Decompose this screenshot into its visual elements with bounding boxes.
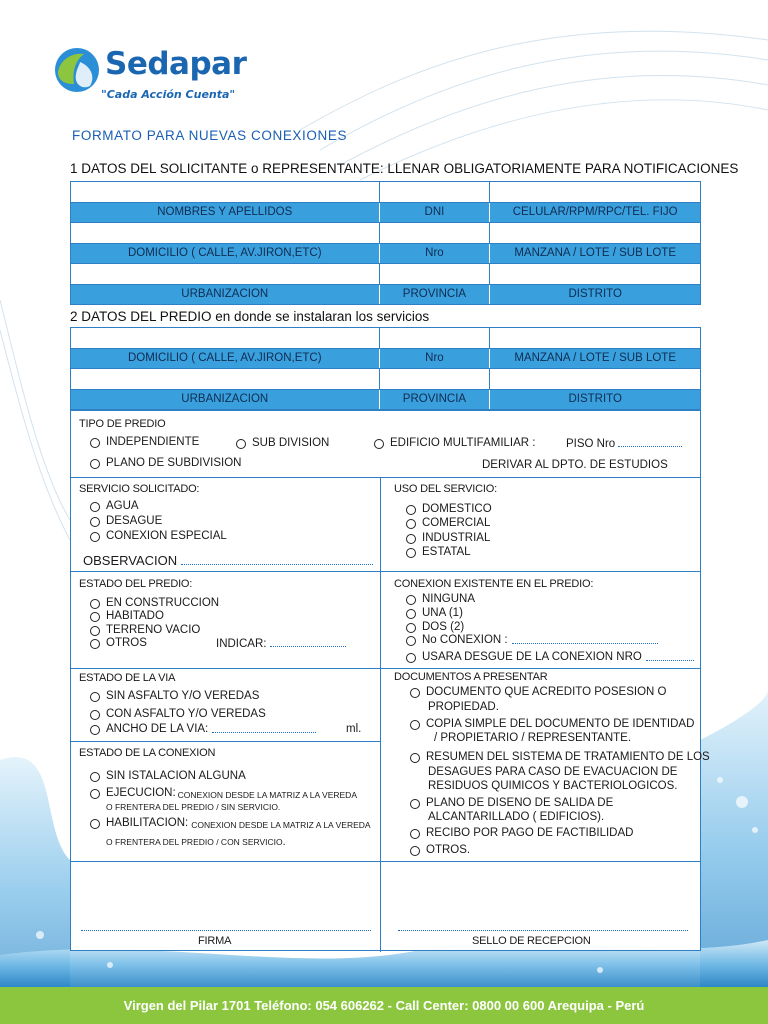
check-recibo-pago[interactable]: RECIBO POR PAGO DE FACTIBILIDAD (410, 827, 633, 841)
radio-circle-icon (90, 502, 100, 512)
form-title: FORMATO PARA NUEVAS CONEXIONES (72, 128, 348, 143)
radio-circle-icon (406, 609, 416, 619)
radio-circle-icon (90, 612, 100, 622)
radio-circle-icon (90, 532, 100, 542)
radio-circle-icon (90, 639, 100, 649)
header-manzana: MANZANA / LOTE / SUB LOTE (514, 352, 677, 365)
radio-circle-icon (374, 439, 384, 449)
radio-circle-icon (90, 438, 100, 448)
radio-ancho-via[interactable]: ANCHO DE LA VIA: (90, 723, 316, 737)
section1-table (70, 181, 701, 305)
header-manzana: MANZANA / LOTE / SUB LOTE (514, 247, 677, 260)
radio-circle-icon (406, 505, 416, 515)
header-distrito: DISTRITO (568, 393, 622, 406)
section2-input-row[interactable] (71, 328, 700, 349)
radio-dos[interactable]: DOS (2) (406, 621, 464, 635)
header-distrito: DISTRITO (568, 288, 622, 301)
brand-name: Sedapar (105, 46, 247, 82)
radio-en-construccion[interactable]: EN CONSTRUCCION (90, 597, 219, 611)
radio-no-conexion[interactable]: No CONEXION : (406, 634, 658, 648)
radio-con-asfalto[interactable]: CON ASFALTO Y/O VEREDAS (90, 708, 266, 722)
radio-conexion-especial[interactable]: CONEXION ESPECIAL (90, 530, 227, 544)
footer-contact: Virgen del Pilar 1701 Teléfono: 054 606262 - Call Center: 0800 00 600 Arequipa - Perú (0, 987, 768, 1024)
radio-habilitacion[interactable]: HABILITACION: CONEXION DESDE LA MATRIZ A LA VEREDA (90, 817, 371, 833)
header-urbanizacion: URBANIZACION (71, 285, 380, 305)
radio-estatal[interactable]: ESTATAL (406, 546, 471, 560)
radio-edificio-multifamiliar[interactable]: EDIFICIO MULTIFAMILIAR : (374, 437, 535, 451)
check-resumen-tratamiento[interactable]: RESUMEN DEL SISTEMA DE TRATAMIENTO DE LOS (410, 751, 710, 765)
header-nombres: NOMBRES Y APELLIDOS (71, 203, 380, 223)
radio-sub-division[interactable]: SUB DIVISION (236, 437, 329, 451)
radio-circle-icon (410, 829, 420, 839)
radio-usara-desague[interactable]: USARA DESGUE DE LA CONEXION NRO (406, 651, 694, 665)
radio-plano-subdivision[interactable]: PLANO DE SUBDIVISION (90, 457, 241, 471)
radio-circle-icon (410, 720, 420, 730)
radio-ninguna[interactable]: NINGUNA (406, 593, 475, 607)
firma-label: FIRMA (198, 935, 232, 947)
ancho-unit: ml. (346, 723, 362, 735)
radio-una[interactable]: UNA (1) (406, 607, 463, 621)
observacion-label: OBSERVACION (83, 553, 373, 568)
ejecucion-desc: O FRENTERA DEL PREDIO / SIN SERVICIO. (106, 802, 281, 812)
derivar-note: DERIVAR AL DPTO. DE ESTUDIOS (482, 459, 668, 471)
radio-independiente[interactable]: INDEPENDIENTE (90, 436, 199, 450)
documentos-title: DOCUMENTOS A PRESENTAR (394, 671, 548, 683)
doc4-line2: ALCANTARILLADO ( EDIFICIOS). (428, 811, 605, 823)
section2-title: 2 DATOS DEL PREDIO en donde se instalaran los servicios (70, 309, 430, 324)
radio-circle-icon (406, 623, 416, 633)
section1-header-row (71, 203, 700, 224)
header-domicilio: DOMICILIO ( CALLE, AV.JIRON,ETC) (71, 244, 380, 264)
section1-title: 1 DATOS DEL SOLICITANTE o REPRESENTANTE: LLENAR OBLIGATORIAMENTE PARA NOTIFICACIONES (70, 161, 739, 176)
estado-conexion-title: ESTADO DE LA CONEXION (79, 747, 216, 759)
no-conexion-field[interactable] (512, 634, 658, 644)
section1-header-row (71, 244, 700, 265)
section2-header-row (71, 349, 700, 370)
radio-circle-icon (410, 799, 420, 809)
sello-label: SELLO DE RECEPCION (472, 935, 591, 947)
estado-predio-title: ESTADO DEL PREDIO: (79, 578, 193, 590)
check-otros[interactable]: OTROS. (410, 844, 470, 858)
radio-comercial[interactable]: COMERCIAL (406, 517, 490, 531)
doc2-line2: / PROPIETARIO / REPRESENTANTE. (434, 732, 632, 744)
radio-circle-icon (90, 772, 100, 782)
radio-circle-icon (406, 653, 416, 663)
conexion-existente-title: CONEXION EXISTENTE EN EL PREDIO: (394, 578, 594, 590)
observacion-field[interactable] (181, 555, 373, 565)
radio-circle-icon (410, 846, 420, 856)
radio-circle-icon (236, 439, 246, 449)
uso-title: USO DEL SERVICIO: (394, 483, 497, 495)
radio-habitado[interactable]: HABITADO (90, 610, 164, 624)
section1-header-row (71, 285, 700, 306)
header-urbanizacion: URBANIZACION (71, 390, 380, 410)
check-documento-posesion[interactable]: DOCUMENTO QUE ACREDITO POSESION O (410, 686, 666, 700)
piso-nro-field[interactable] (618, 437, 682, 447)
radio-desague[interactable]: DESAGUE (90, 515, 162, 529)
radio-sin-instalacion[interactable]: SIN ISTALACION ALGUNA (90, 770, 246, 784)
radio-circle-icon (406, 519, 416, 529)
section2-table (70, 327, 701, 410)
brand-slogan: "Cada Acción Cuenta" (101, 88, 236, 101)
radio-circle-icon (90, 626, 100, 636)
tipo-predio-title: TIPO DE PREDIO (79, 418, 166, 430)
radio-circle-icon (90, 789, 100, 799)
section2-header-row (71, 390, 700, 411)
firma-line[interactable] (81, 921, 371, 931)
ancho-via-field[interactable] (212, 723, 316, 733)
estado-via-title: ESTADO DE LA VIA (79, 672, 176, 684)
radio-circle-icon (406, 548, 416, 558)
radio-circle-icon (406, 534, 416, 544)
indicar-label: INDICAR: (216, 637, 346, 650)
radio-circle-icon (90, 819, 100, 829)
radio-circle-icon (90, 599, 100, 609)
radio-agua[interactable]: AGUA (90, 500, 139, 514)
section1-input-row[interactable] (71, 223, 700, 244)
doc1-line2: PROPIEDAD. (428, 701, 499, 713)
details-panel (70, 410, 710, 951)
header-provincia: PROVINCIA (380, 285, 491, 305)
radio-circle-icon (90, 710, 100, 720)
doc3-line3: RESIDUOS QUIMICOS Y BACTERIOLOGICOS. (428, 780, 678, 792)
sello-line[interactable] (398, 921, 688, 931)
section2-input-row[interactable] (71, 369, 700, 390)
servicio-title: SERVICIO SOLICITADO: (79, 483, 200, 495)
radio-circle-icon (90, 692, 100, 702)
check-plano-diseno[interactable]: PLANO DE DISENO DE SALIDA DE (410, 797, 613, 811)
check-copia-documento[interactable]: COPIA SIMPLE DEL DOCUMENTO DE IDENTIDAD (410, 718, 694, 732)
radio-domestico[interactable]: DOMESTICO (406, 503, 492, 517)
header-dni: DNI (380, 203, 491, 223)
radio-industrial[interactable]: INDUSTRIAL (406, 532, 490, 546)
section1-input-row[interactable] (71, 264, 700, 285)
header-celular: CELULAR/RPM/RPC/TEL. FIJO (512, 206, 678, 219)
radio-otros[interactable]: OTROS (90, 637, 147, 651)
conexion-nro-field[interactable] (646, 651, 694, 661)
radio-circle-icon (410, 753, 420, 763)
radio-circle-icon (410, 688, 420, 698)
radio-circle-icon (90, 725, 100, 735)
radio-circle-icon (90, 517, 100, 527)
piso-nro-label: PISO Nro (566, 437, 682, 450)
section1-input-row[interactable] (71, 182, 700, 203)
header-provincia: PROVINCIA (380, 390, 491, 410)
radio-ejecucion[interactable]: EJECUCION: CONEXION DESDE LA MATRIZ A LA VEREDA (90, 787, 357, 803)
indicar-field[interactable] (270, 637, 346, 647)
radio-circle-icon (90, 459, 100, 469)
header-domicilio: DOMICILIO ( CALLE, AV.JIRON,ETC) (71, 349, 380, 369)
doc3-line2: DESAGUES PARA CASO DE EVACUACION DE (428, 766, 678, 778)
radio-circle-icon (406, 595, 416, 605)
radio-circle-icon (406, 636, 416, 646)
habilitacion-desc: O FRENTERA DEL PREDIO / CON SERVICIO. (106, 836, 286, 848)
radio-terreno-vacio[interactable]: TERRENO VACIO (90, 624, 200, 638)
radio-sin-asfalto[interactable]: SIN ASFALTO Y/O VEREDAS (90, 690, 259, 704)
header-nro: Nro (380, 244, 491, 264)
header-nro: Nro (380, 349, 491, 369)
